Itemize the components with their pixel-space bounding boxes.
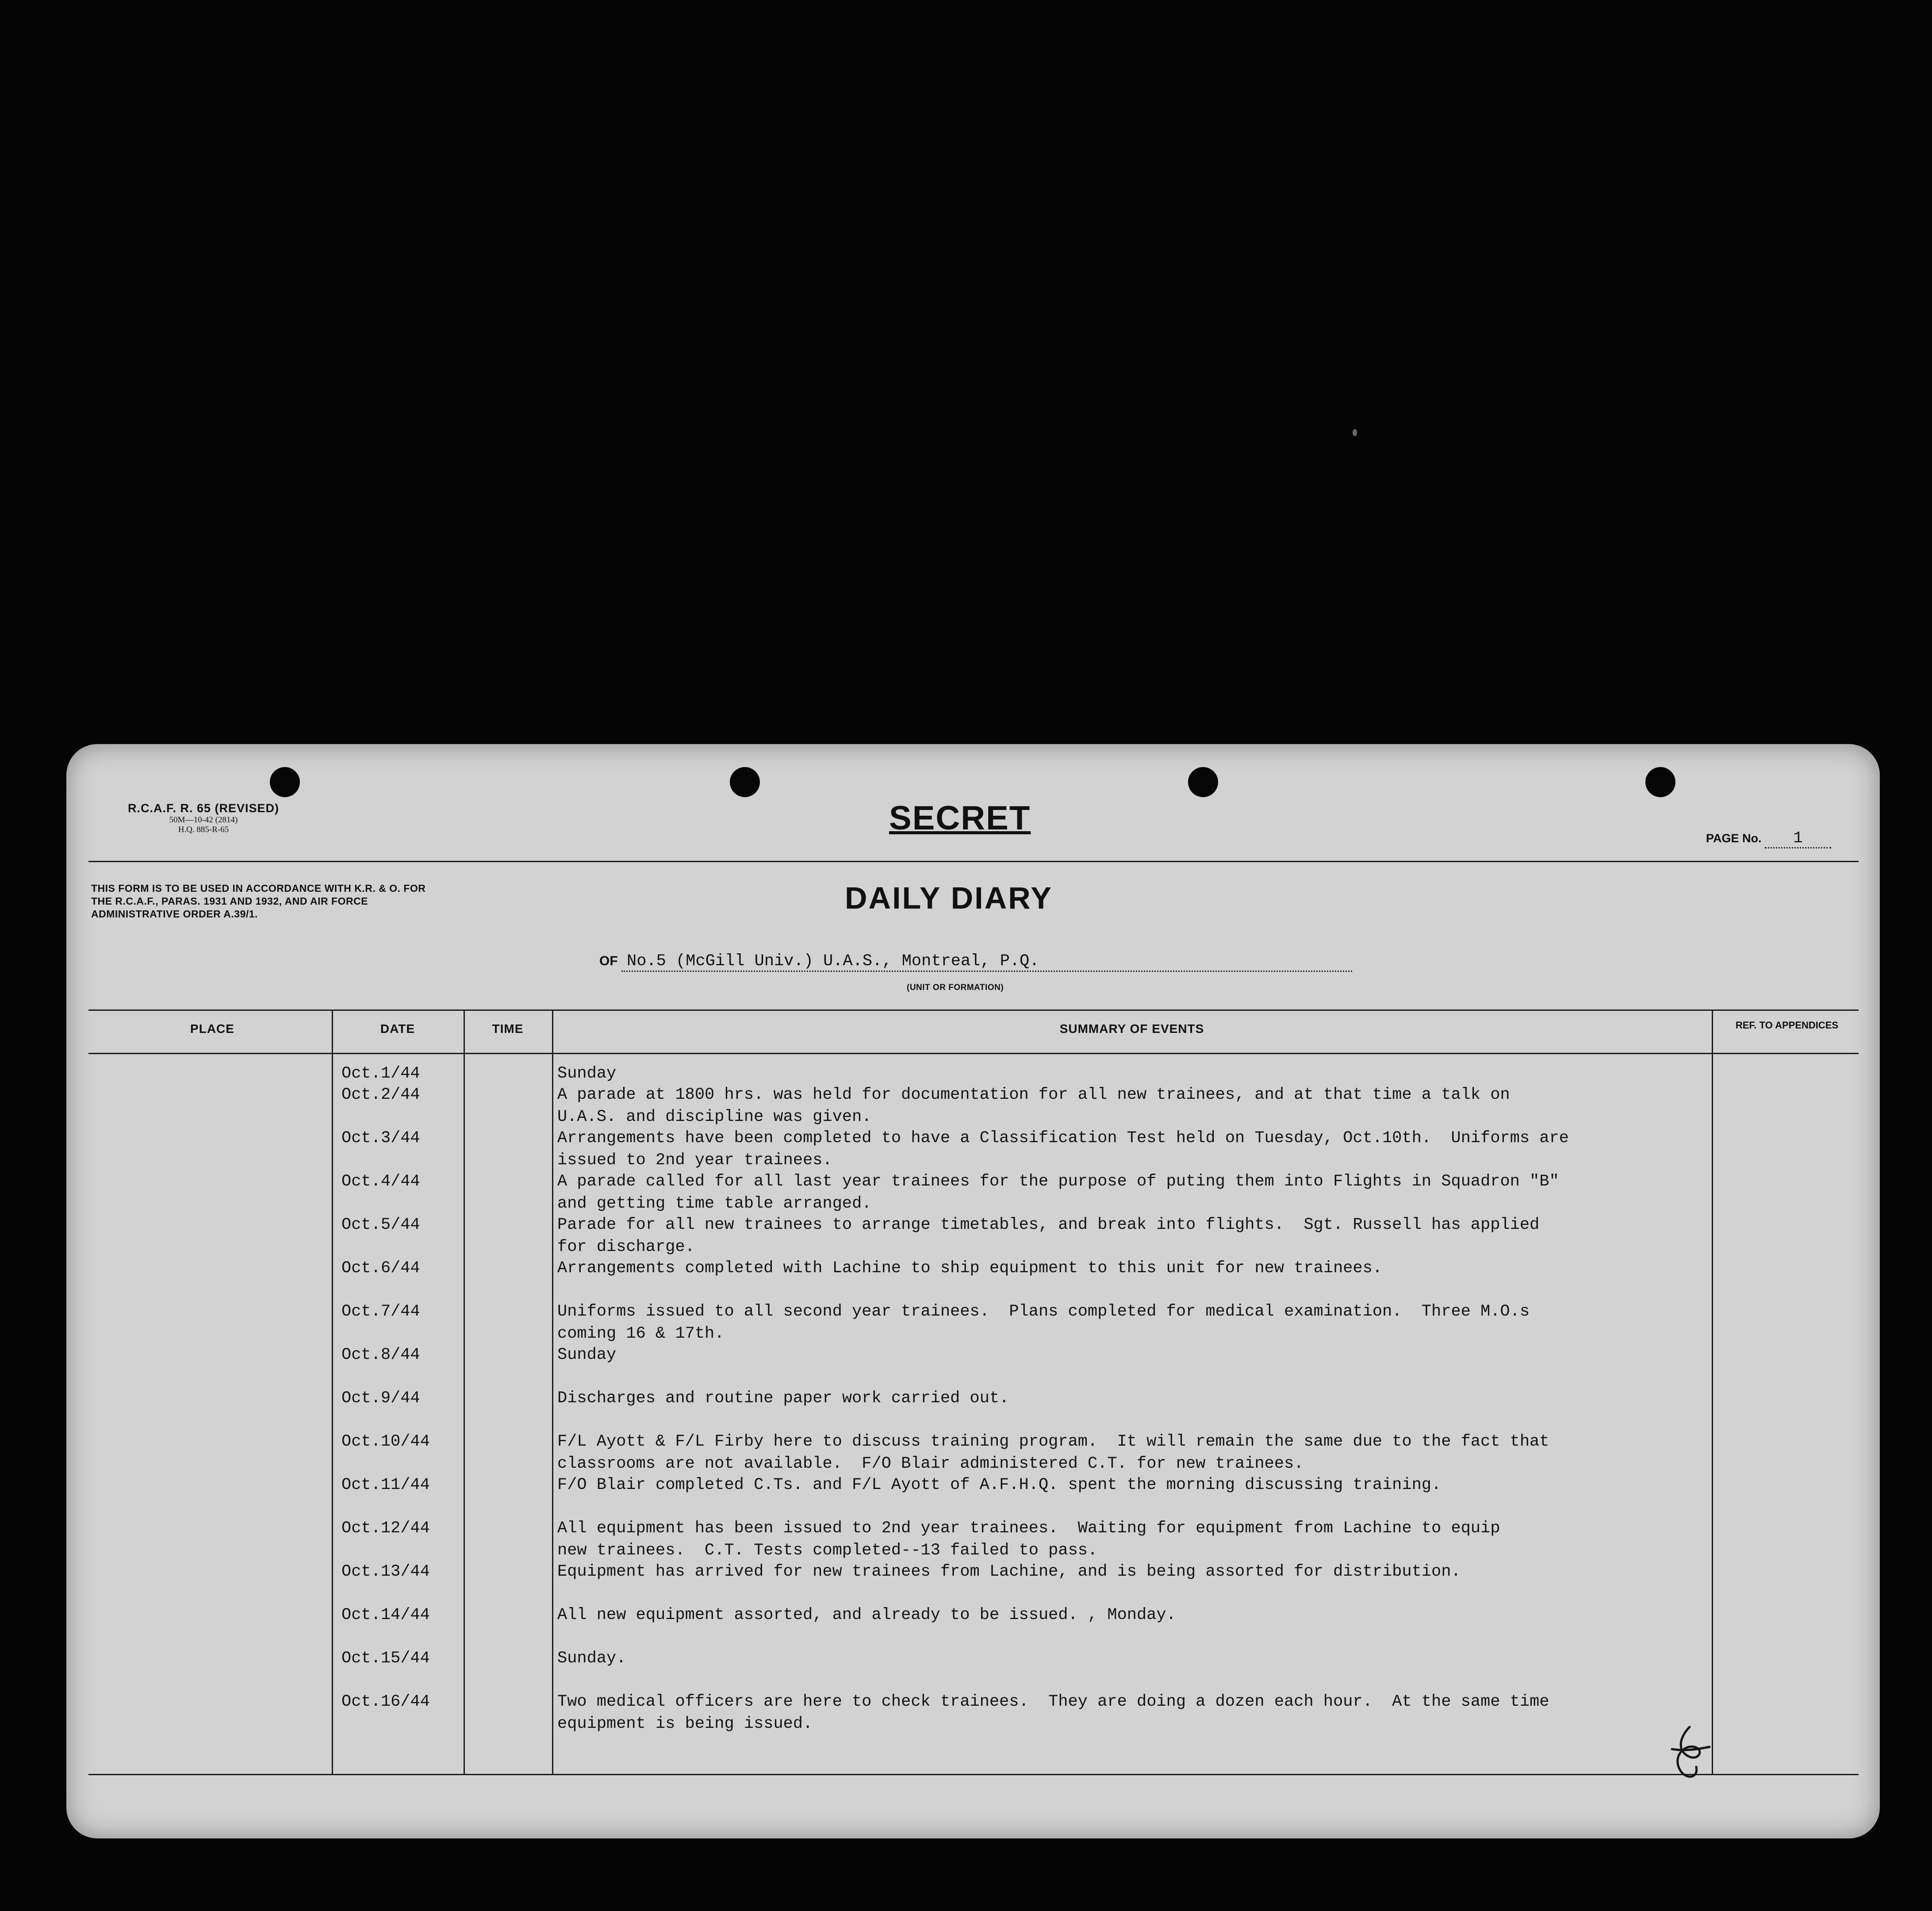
entry-summary: A parade called for all last year trainees for the purpose of puting them into Flights in Squadron "B" and getting time table arranged. bbox=[557, 1172, 1559, 1213]
col-header-ref-appendices: REF. TO APPENDICES bbox=[1735, 1020, 1839, 1031]
entry-date: Oct.11/44 bbox=[341, 1476, 430, 1494]
entry-date: Oct.5/44 bbox=[341, 1216, 420, 1234]
film-speck bbox=[1353, 429, 1357, 436]
entry-summary: Uniforms issued to all second year trainees. Plans completed for medical examination. Three M.O.s coming 16 & 17th. bbox=[557, 1302, 1530, 1343]
entry-date: Oct.10/44 bbox=[341, 1432, 430, 1451]
punch-hole bbox=[270, 767, 300, 797]
col-header-summary: SUMMARY OF EVENTS bbox=[1059, 1022, 1204, 1036]
form-number: R.C.A.F. R. 65 (REVISED) bbox=[127, 802, 280, 815]
entry-date: Oct.16/44 bbox=[341, 1692, 430, 1711]
form-print-code: 50M—10-42 (2814) bbox=[169, 815, 238, 825]
classification-heading: SECRET bbox=[889, 799, 1031, 837]
form-hq-code: H.Q. 885-R-65 bbox=[178, 825, 229, 834]
entry-date: Oct.3/44 bbox=[341, 1129, 420, 1147]
form-reference bbox=[102, 802, 305, 835]
entry-summary: All new equipment assorted, and already to be issued. , Monday. bbox=[557, 1606, 1176, 1624]
entry-summary: Arrangements completed with Lachine to ship equipment to this unit for new trainees. bbox=[557, 1259, 1383, 1278]
column-divider bbox=[552, 1009, 553, 1775]
entry-date: Oct.1/44 bbox=[341, 1064, 420, 1083]
entry-date: Oct.6/44 bbox=[341, 1259, 420, 1278]
page-number-value: 1 bbox=[1765, 829, 1831, 848]
entry-date: Oct.8/44 bbox=[341, 1346, 420, 1364]
unit-caption: (UNIT OR FORMATION) bbox=[907, 983, 1004, 992]
col-header-time: TIME bbox=[492, 1022, 524, 1036]
entry-date: Oct.9/44 bbox=[341, 1389, 420, 1408]
entry-date: Oct.14/44 bbox=[341, 1606, 430, 1624]
entry-summary: F/O Blair completed C.Ts. and F/L Ayott of A.F.H.Q. spent the morning discussing training. bbox=[557, 1476, 1441, 1494]
unit-field bbox=[599, 952, 1352, 972]
entry-summary: F/L Ayott & F/L Firby here to discuss training program. It will remain the same due to the fact that classrooms are not available. F/O Blair administered C.T. for new trainees. bbox=[557, 1432, 1549, 1473]
page-number-label: PAGE No. bbox=[1706, 832, 1762, 845]
punch-hole bbox=[730, 767, 760, 797]
header-rule bbox=[88, 861, 1859, 862]
entry-summary: Discharges and routine paper work carried out. bbox=[557, 1389, 1009, 1408]
entry-summary: All equipment has been issued to 2nd year trainees. Waiting for equipment from Lachine to equip new trainees. C.T. Tests completed--13 failed to pass. bbox=[557, 1519, 1500, 1560]
entry-summary: Sunday bbox=[557, 1064, 617, 1083]
entry-date: Oct.13/44 bbox=[341, 1562, 430, 1581]
page-number-field bbox=[1706, 829, 1831, 848]
form-instructions: THIS FORM IS TO BE USED IN ACCORDANCE WITH K.R. & O. FOR THE R.C.A.F., PARAS. 1931 AND 1932, AND AIR FORCE ADMINISTRATIVE ORDER A.39/1. bbox=[91, 883, 426, 920]
unit-value: No.5 (McGill Univ.) U.A.S., Montreal, P.Q. bbox=[621, 952, 1352, 972]
entry-summary: Arrangements have been completed to have a Classification Test held on Tuesday, Oct.10th. Uniforms are issued to 2nd year trainees. bbox=[557, 1129, 1569, 1170]
entry-summary: Sunday. bbox=[557, 1649, 626, 1668]
entry-summary: Two medical officers are here to check trainees. They are doing a dozen each hour. At the same time equipment is being issued. bbox=[557, 1692, 1549, 1733]
entry-date: Oct.4/44 bbox=[341, 1172, 420, 1191]
entry-date: Oct.7/44 bbox=[341, 1302, 420, 1321]
unit-of-label: OF bbox=[599, 954, 618, 968]
punch-hole bbox=[1188, 767, 1218, 797]
col-header-date: DATE bbox=[380, 1022, 415, 1036]
entry-summary: Sunday bbox=[557, 1346, 617, 1364]
entry-summary: Equipment has arrived for new trainees from Lachine, and is being assorted for distribution. bbox=[557, 1562, 1461, 1581]
table-top-rule bbox=[88, 1009, 1859, 1011]
column-divider bbox=[332, 1009, 333, 1775]
entry-summary: Parade for all new trainees to arrange timetables, and break into flights. Sgt. Russell has applied for discharge. bbox=[557, 1216, 1540, 1256]
col-header-place: PLACE bbox=[190, 1022, 234, 1036]
entry-date: Oct.12/44 bbox=[341, 1519, 430, 1538]
punch-hole bbox=[1645, 767, 1675, 797]
table-header-rule bbox=[88, 1053, 1859, 1054]
entry-summary: A parade at 1800 hrs. was held for documentation for all new trainees, and at that time a talk on U.A.S. and discipline was given. bbox=[557, 1086, 1510, 1126]
entry-date: Oct.2/44 bbox=[341, 1086, 420, 1104]
diary-form-card bbox=[66, 744, 1880, 1838]
page-title: DAILY DIARY bbox=[845, 881, 1053, 915]
table-bottom-rule bbox=[88, 1774, 1859, 1775]
entry-date: Oct.15/44 bbox=[341, 1649, 430, 1668]
handwritten-initials bbox=[1663, 1723, 1716, 1784]
